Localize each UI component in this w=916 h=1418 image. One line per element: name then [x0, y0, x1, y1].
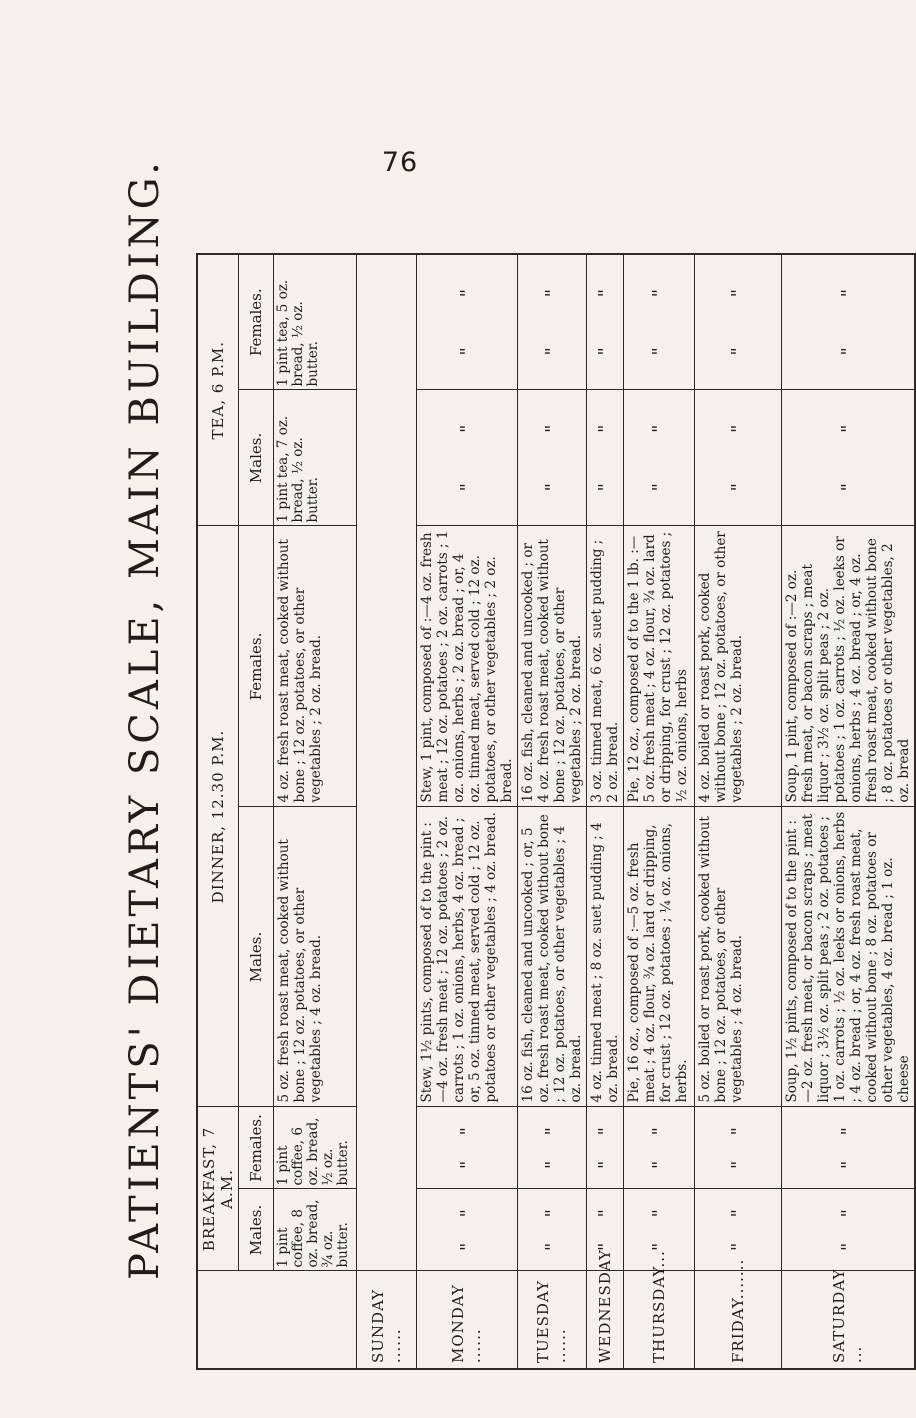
ditto-mark: "" [695, 390, 782, 526]
dinner-females-thursday: Pie, 12 oz., composed of to the 1 lb. :—5 oz. fresh meat ; 4 oz. flour, ¾ oz. lard or dripping, for crust ; 12 oz. potatoes ; ½ oz. onions, herbs [624, 526, 695, 807]
ditto-mark: "" [782, 390, 916, 526]
dinner-males-header: Males. [239, 807, 274, 1107]
day-label-tuesday: TUESDAY ...... [518, 1271, 587, 1369]
dinner-males-monday: Stew, 1½ pints, composed of to the pint :—4 oz. fresh meat ; 12 oz. potatoes ; 2 oz. carrots ; 1 oz. onions, herbs, 4 oz. bread ; or, 5 oz. tinned meat, served cold ; 12 oz. potatoes or other vegetables ; 4 oz. bread. [417, 807, 518, 1107]
dinner-females-saturday: Soup, 1 pint, composed of :—2 oz. fresh meat, or bacon scraps ; meat liquor ; 3½ oz. split peas ; 2 oz. potatoes ; 1 oz. carrots ; ½ oz. leeks or onions, herbs ; 4 oz. bread ; or, 4 oz. fresh roast meat, cooked without bone ; 8 oz. potatoes or other vegetables, 2 oz. bread [782, 526, 916, 807]
dinner-males-thursday: Pie, 16 oz., composed of :—5 oz. fresh meat ; 4 oz. flour, ¾ oz. lard or dripping, for crust ; 12 oz. potatoes ; ¼ oz. onions, herbs. [624, 807, 695, 1107]
ditto-mark: "" [695, 254, 782, 390]
dinner-females-friday: 4 oz. boiled or roast pork, cooked without bone ; 12 oz. potatoes, or other vegetables ; 2 oz. bread. [695, 526, 782, 807]
day-label-monday: MONDAY ...... [417, 1271, 518, 1369]
ditto-mark: "" [624, 390, 695, 526]
ditto-mark: "" [587, 1189, 624, 1271]
ditto-mark: "" [417, 1189, 518, 1271]
dinner-header: DINNER, 12.30 P.M. [197, 526, 239, 1107]
dinner-females-tuesday: 16 oz. fish, cleaned and uncooked ; or 4 oz. fresh roast meat, cooked without bone ; 12 oz. potatoes, or other vegetables ; 2 oz. bread. [518, 526, 587, 807]
ditto-mark: "" [417, 254, 518, 390]
ditto-mark: "" [782, 1107, 916, 1189]
dinner-males-tuesday: 16 oz. fish, cleaned and uncooked ; or, 5 oz. fresh roast meat, cooked without bone ; 12 oz. potatoes, or other vegetables ; 4 oz. bread. [518, 807, 587, 1107]
ditto-mark: "" [587, 390, 624, 526]
breakfast-males-header: Males. [239, 1189, 274, 1271]
breakfast-females-ration: 1 pint coffee, 6 oz. bread, ½ oz. butter. [274, 1107, 357, 1189]
breakfast-males-ration: 1 pint coffee, 8 oz. bread, ¾ oz. butter. [274, 1189, 357, 1271]
tea-header: TEA, 6 P.M. [197, 254, 239, 526]
ditto-mark: "" [624, 254, 695, 390]
ditto-mark: "" [518, 390, 587, 526]
ditto-mark: "" [587, 1107, 624, 1189]
dinner-males-sunday: 5 oz. fresh roast meat, cooked without bone ; 12 oz. potatoes, or other vegetables ; 4 oz. bread. [274, 807, 357, 1107]
ditto-mark: "" [518, 254, 587, 390]
dinner-males-wednesday: 4 oz. tinned meat ; 8 oz. suet pudding ; 4 oz. bread. [587, 807, 624, 1107]
tea-females-header: Females. [239, 254, 274, 390]
ditto-mark: "" [624, 1189, 695, 1271]
ditto-mark: "" [518, 1107, 587, 1189]
ditto-mark: "" [695, 1189, 782, 1271]
dinner-females-monday: Stew, 1 pint, composed of :—4 oz. fresh meat ; 12 oz. potatoes ; 2 oz. carrots ; 1 oz. onions, herbs ; 2 oz. bread ; or, 4 oz. tinned meat, served cold ; 12 oz. potatoes, or other vegetables ; 2 oz. bread. [417, 526, 518, 807]
dinner-males-friday: 5 oz. boiled or roast pork, cooked without bone ; 12 oz. potatoes, or other vegetables ; 4 oz. bread. [695, 807, 782, 1107]
dietary-table [196, 253, 916, 1370]
dinner-females-sunday: 4 oz. fresh roast meat, cooked without bone ; 12 oz. potatoes, or other vegetables ; 2 oz. bread. [274, 526, 357, 807]
ditto-mark: "" [417, 1107, 518, 1189]
breakfast-header: BREAKFAST, 7 A.M. [197, 1107, 239, 1271]
page-title: PATIENTS' DIETARY SCALE, MAIN BUILDING. [122, 158, 168, 1280]
breakfast-females-header: Females. [239, 1107, 274, 1189]
ditto-mark: "" [587, 254, 624, 390]
day-label-sunday: SUNDAY ...... [357, 1271, 417, 1369]
dinner-females-header: Females. [239, 526, 274, 807]
day-label-wednesday: WEDNESDAY [587, 1271, 624, 1369]
day-label-friday: FRIDAY....... [695, 1271, 782, 1369]
tea-females-ration: 1 pint tea, 5 oz. bread, ½ oz. butter. [274, 254, 357, 390]
day-column-header [197, 1271, 357, 1369]
dinner-males-saturday: Soup, 1½ pints, composed of to the pint :—2 oz. fresh meat, or bacon scraps ; meat liquor ; 3½ oz. split peas ; 2 oz. potatoes ; 1 oz. carrots ; ½ oz. leeks or onions, herbs ; 4 oz. bread ; or, 4 oz. fresh roast meat, cooked without bone ; 8 oz. potatoes or other vegetables, 4 oz. bread ; 1 oz. cheese [782, 807, 916, 1107]
ditto-mark: "" [782, 254, 916, 390]
tea-males-header: Males. [239, 390, 274, 526]
dinner-females-wednesday: 3 oz. tinned meat, 6 oz. suet pudding ; 2 oz. bread. [587, 526, 624, 807]
dietary-table-wrapper [196, 255, 912, 1370]
ditto-mark: "" [518, 1189, 587, 1271]
ditto-mark: "" [695, 1107, 782, 1189]
tea-males-ration: 1 pint tea, 7 oz. bread, ½ oz. butter. [274, 390, 357, 526]
ditto-mark: "" [624, 1107, 695, 1189]
page-number: 76 [381, 147, 419, 178]
day-label-saturday: SATURDAY ... [782, 1271, 916, 1369]
day-label-thursday: THURSDAY... [624, 1271, 695, 1369]
ditto-mark: "" [417, 390, 518, 526]
ditto-mark: "" [782, 1189, 916, 1271]
